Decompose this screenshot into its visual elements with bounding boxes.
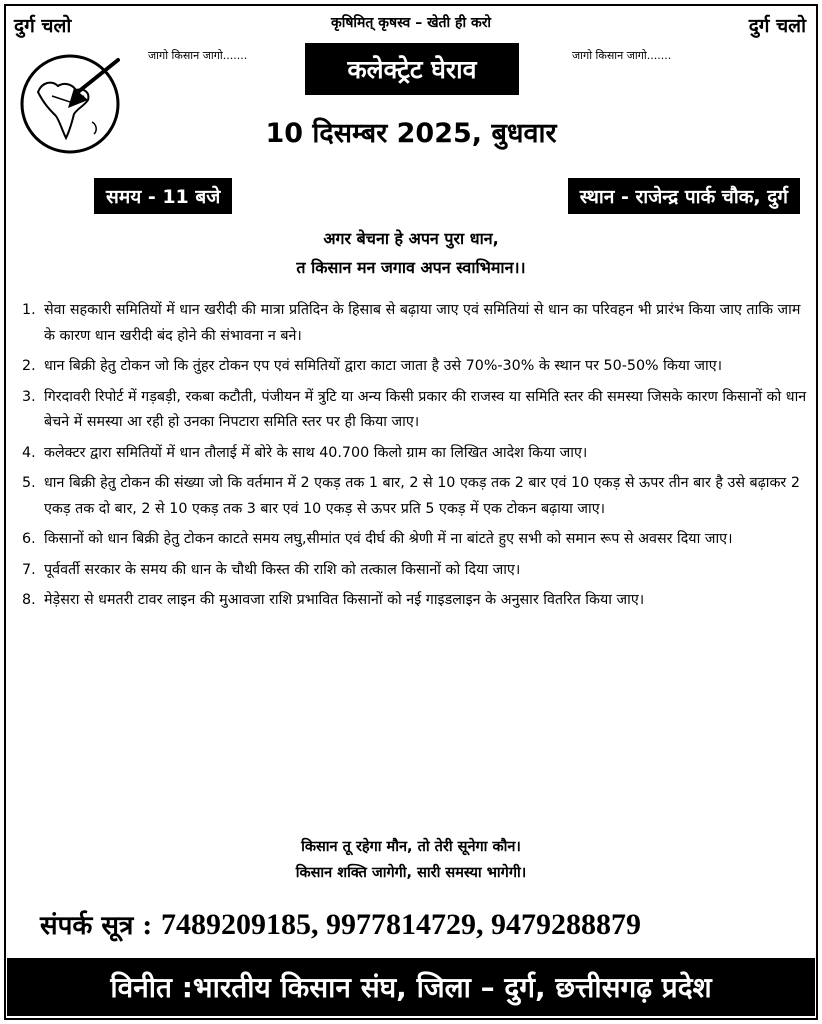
item-text: पूर्ववर्ती सरकार के समय की धान के चौथी किस्त की राशि को तत्काल किसानों को दिया जाए। (44, 561, 521, 578)
item-text: किसानों को धान बिक्री हेतु टोकन काटते समय लघु,सीमांत एवं दीर्घ की श्रेणी में ना बांटते हुए सभी को समान रूप से अवसर दिया जाए। (44, 531, 733, 547)
event-time: समय - 11 बजे (94, 178, 232, 214)
list-item (22, 441, 812, 467)
tagline-line-1: अगर बेचना हे अपन पुरा धान, (323, 229, 499, 248)
left-slogan: दुर्ग चलो (14, 15, 72, 37)
item-text: धान बिक्री हेतु टोकन जो कि तुंहर टोकन एप एवं समितियों द्वारा काटा जाता है उसे 70%-30% के स्थान पर 50-50% किया जाए। (44, 358, 723, 374)
footer-banner: विनीत :भारतीय किसान संघ, जिला – दुर्ग, छत्तीसगढ़ प्रदेश (7, 958, 815, 1016)
list-item (22, 354, 812, 380)
closing-line-2: किसान शक्ति जागेगी, सारी समस्या भागेगी। (295, 865, 527, 881)
list-item (22, 385, 812, 436)
item-number: 6. (22, 531, 36, 547)
list-item (22, 471, 812, 522)
list-item (22, 298, 812, 349)
demands-list (22, 298, 812, 619)
list-item (22, 527, 812, 553)
item-text: धान बिक्री हेतु टोकन की संख्या जो कि वर्तमान में 2 एकड़ तक 1 बार, 2 से 10 एकड़ तक 2 बार एवं 10 एकड़ से ऊपर तीन बार है उसे बढ़ाकर 2 एकड़ तक दो बार, 2 से 10 एकड़ तक 3 बार एवं 10 एकड़ से ऊपर प्रति 5 एकड़ में एक टोकन बढ़ाया जाए। (44, 475, 800, 517)
contact-phones: 7489209185, 9977814729, 9479288879 (161, 908, 642, 941)
motto: कृषिमित् कृषस्व – खेती ही करो (330, 15, 492, 31)
event-date: 10 दिसम्बर 2025, बुधवार (265, 118, 557, 149)
item-number: 8. (22, 592, 36, 608)
item-text: गिरदावरी रिपोर्ट में गड़बड़ी, रकबा कटौती, पंजीयन में त्रुटि या अन्य किसी प्रकार की राजस्व या समिति स्तर की समस्या जिसके कारण किसानों को धान बेचने में समस्या आ रही हो उनका निपटारा समिति स्तर पर ही किया जाए। (44, 388, 807, 430)
list-item (22, 558, 812, 584)
tagline-line-2: त किसान मन जगाव अपन स्वाभिमान।। (296, 258, 526, 277)
event-venue: स्थान - राजेन्द्र पार्क चौक, दुर्ग (568, 178, 800, 214)
item-number: 1. (22, 302, 36, 318)
item-number: 4. (22, 444, 36, 461)
closing-line-1: किसान तू रहेगा मौन, तो तेरी सूनेगा कौन। (301, 839, 521, 855)
item-number: 7. (22, 561, 36, 578)
event-title: कलेक्ट्रेट घेराव (305, 43, 519, 95)
contact-label: संपर्क सूत्र : (40, 911, 152, 941)
right-call: जागो किसान जागो....... (572, 49, 672, 62)
right-slogan: दुर्ग चलो (748, 15, 806, 37)
list-item (22, 588, 812, 614)
item-text: कलेक्टर द्वारा समितियों में धान तौलाई में बोरे के साथ 40.700 किलो ग्राम का लिखित आदेश किया जाए। (44, 444, 588, 461)
item-number: 5. (22, 475, 36, 491)
item-text: मेड़ेसरा से धमतरी टावर लाइन की मुआवजा राशि प्रभावित किसानों को नई गाइडलाइन के अनुसार वितरित किया जाए। (44, 592, 645, 608)
contact-info (40, 906, 641, 942)
item-text: सेवा सहकारी समितियों में धान खरीदी की मात्रा प्रतिदिन के हिसाब से बढ़ाया जाए एवं समितियां से धान का परिवहन भी प्रारंभ किया जाए ताकि जाम के कारण धान खरीदी बंद होने की संभावना न बने। (44, 302, 801, 344)
item-number: 2. (22, 358, 36, 374)
item-number: 3. (22, 388, 36, 405)
left-call: जागो किसान जागो....... (148, 49, 248, 62)
